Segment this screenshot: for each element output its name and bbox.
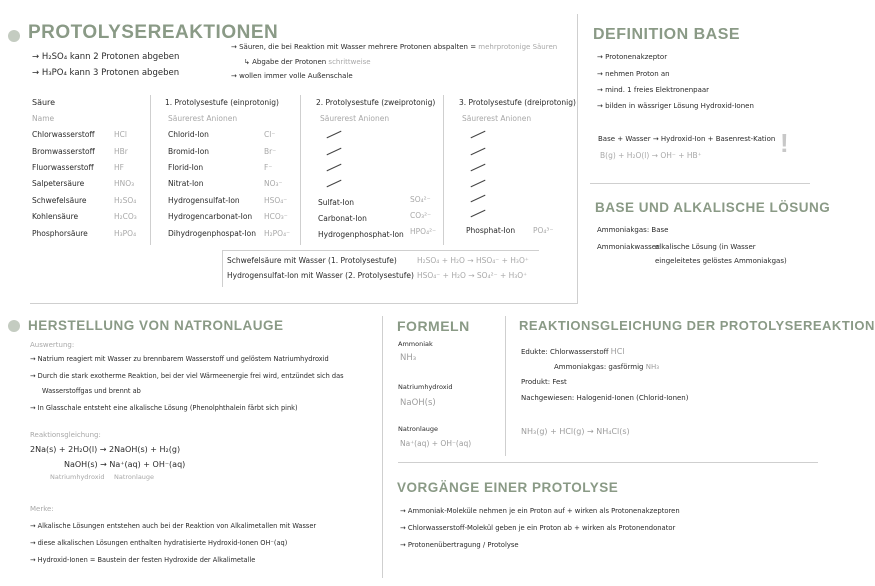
- acid-formula: H₂SO₄: [114, 196, 137, 205]
- anion-3: Phosphat-Ion: [466, 226, 516, 235]
- box-line-2-eq: HSO₄⁻ + H₂O → SO₄²⁻ + H₃O⁺: [417, 271, 528, 280]
- anion-1-formula: Br⁻: [264, 147, 277, 156]
- section-divider: [30, 303, 578, 304]
- intro-schrittweise-term: schrittweise: [328, 58, 371, 66]
- acid-formula: HBr: [114, 147, 128, 156]
- anion-1: Hydrogensulfat-Ion: [168, 196, 240, 205]
- formel-value: NH₃: [400, 353, 417, 363]
- produkt-line: Produkt: Fest: [521, 378, 567, 386]
- table-divider: [150, 95, 151, 245]
- natronlauge-eq-2: NaOH(s) → Na⁺(aq) + OH⁻(aq): [64, 460, 186, 469]
- edukt-2: Ammoniakgas: gasförmig: [554, 363, 644, 371]
- edukt-1-formula: HCl: [610, 347, 625, 356]
- base-line-1-label: Ammoniakgas:: [597, 226, 650, 234]
- anion-2: Carbonat-Ion: [318, 214, 367, 223]
- intro-h3po4: → H₃PO₄ kann 3 Protonen abgeben: [32, 68, 180, 78]
- edukte-label: Edukte:: [521, 348, 548, 356]
- merke-label: Merke:: [30, 505, 54, 513]
- anion-1-formula: HSO₄⁻: [264, 196, 288, 205]
- base-line-2-label: Ammoniakwasser:: [597, 243, 662, 251]
- box-line-2-label: Hydrogensulfat-Ion mit Wasser (2. Protolysestufe): [227, 271, 414, 280]
- intro-h2so4: → H₂SO₄ kann 2 Protonen abgeben: [32, 52, 180, 62]
- section-divider: [382, 316, 383, 578]
- table-divider: [300, 95, 301, 245]
- intro-schrittweise-text: ↳ Abgabe der Protonen: [244, 58, 329, 66]
- anion-1-formula: HCO₃⁻: [264, 212, 288, 221]
- base-line-3: eingeleitetes gelöstes Ammoniakgas): [655, 257, 787, 265]
- col-header-stufe2: 2. Protolysestufe (zweiprotonig): [316, 98, 436, 107]
- anion-1-formula: F⁻: [264, 163, 273, 172]
- vorgang-item: → Protonenübertragung / Protolyse: [400, 541, 519, 549]
- anion-1-formula: NO₃⁻: [264, 179, 283, 188]
- empty-cell-mark: [327, 164, 342, 172]
- anion-1: Nitrat-Ion: [168, 179, 204, 188]
- anion-1-formula: H₂PO₄⁻: [264, 229, 291, 238]
- definition-eq-formula: B(g) + H₂O(l) → OH⁻ + HB⁺: [600, 151, 702, 160]
- definition-item: → bilden in wässriger Lösung Hydroxid-Ionen: [597, 102, 754, 110]
- acid-name: Chlorwasserstoff: [32, 130, 95, 139]
- acid-formula: HCl: [114, 130, 127, 139]
- merke-point: → diese alkalischen Lösungen enthalten hydratisierte Hydroxid-Ionen OH⁻(aq): [30, 539, 288, 547]
- section-divider: [398, 462, 818, 463]
- label-natronlauge: Natronlauge: [114, 473, 155, 481]
- vorgang-item: → Chlorwasserstoff-Molekül geben je ein Proton ab + wirken als Protonendonator: [400, 524, 676, 532]
- col-header-saeure: Säure: [32, 98, 56, 107]
- col-sub-saeurerest-1: Säurerest Anionen: [168, 114, 238, 123]
- edukte-line: [521, 347, 625, 356]
- auswertung-point: → In Glasschale entsteht eine alkalische Lösung (Phenolphthalein färbt sich pink): [30, 404, 298, 412]
- reaktionsgleichung-label: Reaktionsgleichung:: [30, 431, 101, 439]
- acid-formula: H₂CO₃: [114, 212, 137, 221]
- definition-item: → Protonenakzeptor: [597, 53, 668, 61]
- base-line-2-value: alkalische Lösung (in Wasser: [655, 243, 756, 251]
- intro-mehrprotonig: [231, 43, 557, 51]
- natronlauge-title: HERSTELLUNG VON NATRONLAUGE: [28, 318, 284, 333]
- formeln-title: FORMELN: [397, 318, 470, 334]
- acid-formula: H₃PO₄: [114, 229, 137, 238]
- empty-cell-mark: [327, 180, 342, 188]
- natronlauge-eq-1: 2Na(s) + 2H₂O(l) → 2NaOH(s) + H₂(g): [30, 445, 181, 454]
- auswertung-point: → Durch die stark exotherme Reaktion, bei der viel Wärmeenergie frei wird, entzündet sich das: [30, 372, 344, 380]
- merke-point: → Alkalische Lösungen entstehen auch bei der Reaktion von Alkalimetallen mit Wasser: [30, 522, 317, 530]
- definition-eq-words: Base + Wasser → Hydroxid-Ion + Basenrest-Kation: [598, 135, 776, 143]
- definition-base-title: DEFINITION BASE: [593, 26, 741, 43]
- vorgaenge-title: VORGÄNGE EINER PROTOLYSE: [397, 480, 619, 495]
- edukt-2-line: [554, 363, 659, 371]
- auswertung-point: Wasserstoffgas und brennt ab: [42, 387, 141, 395]
- nachgewiesen-line: Nachgewiesen: Halogenid-Ionen (Chlorid-Ionen): [521, 394, 689, 402]
- protolyse-title: PROTOLYSEREAKTIONEN: [28, 22, 279, 43]
- base-line-1-value: Base: [651, 226, 669, 234]
- formel-label: Natriumhydroxid: [398, 383, 453, 391]
- formel-label: Natronlauge: [398, 425, 439, 433]
- reaktions-equation: NH₃(g) + HCl(g) → NH₄Cl(s): [521, 427, 630, 436]
- definition-item: → mind. 1 freies Elektronenpaar: [597, 86, 710, 94]
- section-divider: [577, 14, 578, 304]
- anion-2-formula: SO₄²⁻: [410, 195, 431, 204]
- section-divider: [590, 183, 810, 184]
- anion-1: Chlorid-Ion: [168, 130, 209, 139]
- box-line-1-label: Schwefelsäure mit Wasser (1. Protolysestufe): [227, 256, 397, 265]
- definition-item: → nehmen Proton an: [597, 70, 670, 78]
- intro-mehrprotonig-text: → Säuren, die bei Reaktion mit Wasser mehrere Protonen abspalten =: [231, 43, 479, 51]
- col-sub-name: Name: [32, 114, 55, 123]
- acid-name: Phosphorsäure: [32, 229, 88, 238]
- box-line-1-eq: H₂SO₄ + H₂O → HSO₄⁻ + H₃O⁺: [417, 256, 529, 265]
- base-line-1: [597, 226, 668, 234]
- intro-mehrprotonig-term: mehrprotonige Säuren: [478, 43, 558, 51]
- edukt-1: Chlorwasserstoff: [550, 348, 609, 356]
- formel-value: Na⁺(aq) + OH⁻(aq): [400, 439, 472, 448]
- acid-name: Bromwasserstoff: [32, 147, 95, 156]
- formel-value: NaOH(s): [400, 398, 436, 408]
- anion-1: Bromid-Ion: [168, 147, 210, 156]
- intro-schrittweise: [244, 58, 371, 66]
- empty-cell-mark: [327, 148, 342, 156]
- section-bullet: [8, 30, 20, 42]
- auswertung-label: Auswertung:: [30, 341, 75, 349]
- empty-cell-mark: [471, 180, 486, 188]
- empty-cell-mark: [471, 195, 486, 203]
- table-divider: [443, 95, 444, 245]
- col-sub-saeurerest-3: Säurerest Anionen: [462, 114, 532, 123]
- col-sub-saeurerest-2: Säurerest Anionen: [320, 114, 390, 123]
- acid-name: Schwefelsäure: [32, 196, 87, 205]
- anion-1: Dihydrogenphospat-Ion: [168, 229, 257, 238]
- vorgang-item: → Ammoniak-Moleküle nehmen je ein Proton auf + wirken als Protonenakzeptoren: [400, 507, 680, 515]
- empty-cell-mark: [471, 131, 486, 139]
- merke-point: → Hydroxid-Ionen = Baustein der festen Hydroxide der Alkalimetalle: [30, 556, 256, 564]
- auswertung-point: → Natrium reagiert mit Wasser zu brennbarem Wasserstoff und gelöstem Natriumhydroxid: [30, 355, 329, 363]
- edukt-2-formula: NH₃: [645, 363, 660, 371]
- acid-name: Kohlensäure: [32, 212, 79, 221]
- empty-cell-mark: [471, 148, 486, 156]
- formel-label: Ammoniak: [398, 340, 433, 348]
- empty-cell-mark: [327, 131, 342, 139]
- col-header-stufe1: 1. Protolysestufe (einprotonig): [165, 98, 279, 107]
- empty-cell-mark: [471, 164, 486, 172]
- acid-name: Fluorwasserstoff: [32, 163, 94, 172]
- acid-formula: HF: [114, 163, 124, 172]
- intro-aussenschale: → wollen immer volle Außenschale: [231, 72, 353, 80]
- anion-1: Florid-Ion: [168, 163, 204, 172]
- col-header-stufe3: 3. Protolysestufe (dreiprotonig): [459, 98, 576, 107]
- exclamation-mark: !: [780, 128, 789, 158]
- base-alkalisch-title: BASE UND ALKALISCHE LÖSUNG: [595, 200, 831, 215]
- acid-name: Salpetersäure: [32, 179, 85, 188]
- anion-3-formula: PO₄³⁻: [533, 226, 554, 235]
- anion-2-formula: CO₃²⁻: [410, 211, 432, 220]
- anion-1-formula: Cl⁻: [264, 130, 276, 139]
- anion-2: Sulfat-Ion: [318, 198, 355, 207]
- anion-2-formula: HPO₄²⁻: [410, 227, 437, 236]
- reaktionsgleichung-title: REAKTIONSGLEICHUNG DER PROTOLYSEREAKTION: [519, 318, 875, 333]
- acid-formula: HNO₃: [114, 179, 135, 188]
- anion-1: Hydrogencarbonat-Ion: [168, 212, 253, 221]
- label-natriumhydroxid: Natriumhydroxid: [50, 473, 105, 481]
- section-bullet: [8, 320, 20, 332]
- section-divider: [505, 316, 506, 456]
- empty-cell-mark: [471, 210, 486, 218]
- anion-2: Hydrogenphosphat-Ion: [318, 230, 404, 239]
